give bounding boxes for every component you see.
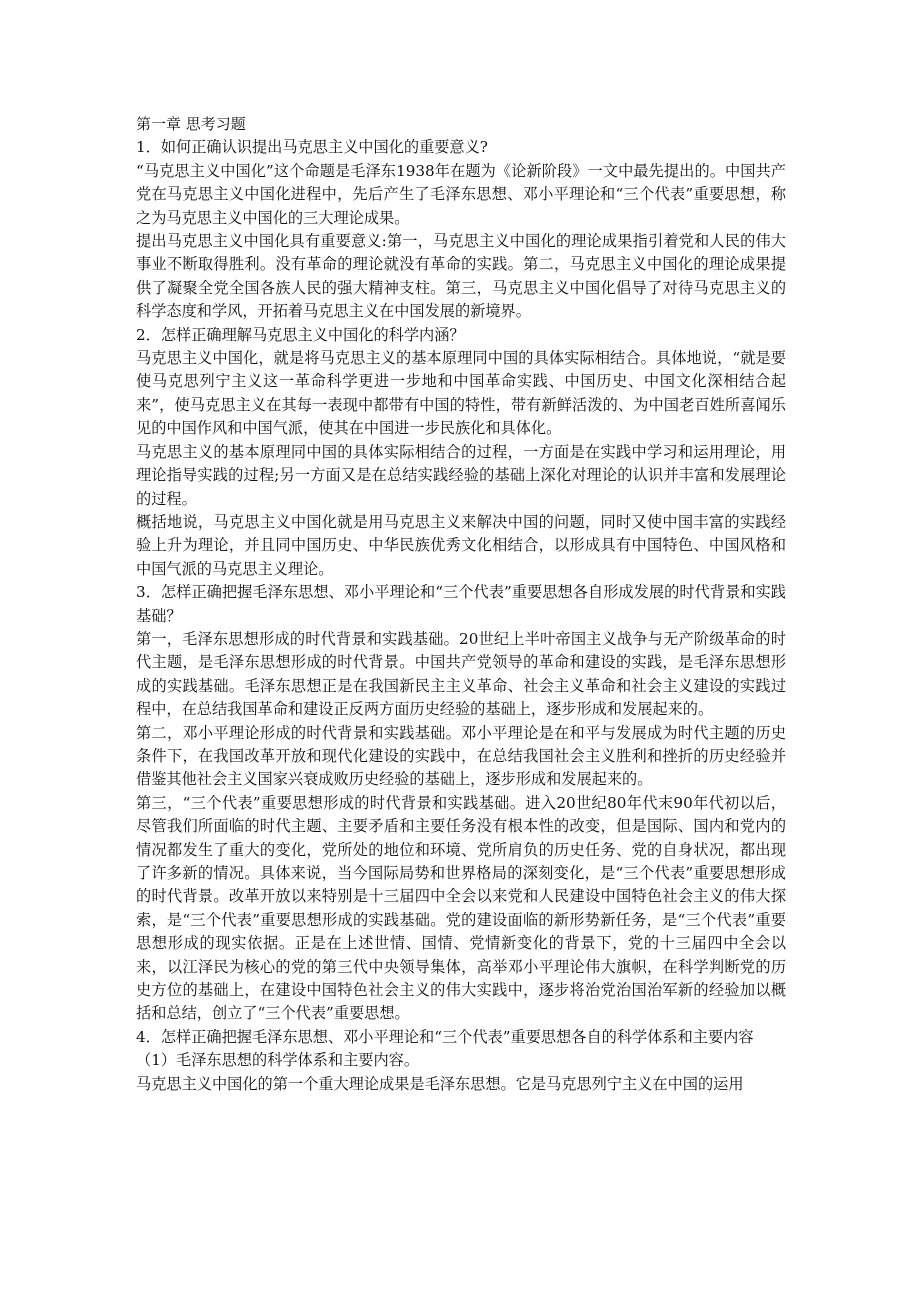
question-2: 2．怎样正确理解马克思主义中国化的科学内涵？ — [136, 325, 465, 344]
paragraph: 第三，“三个代表”重要思想形成的时代背景和实践基础。进入20世纪80年代末90年代初以后，尽管我们所面临的时代主题、主要矛盾和主要任务没有根本性的改变，但是国际、国内和党内的情况都发生了重大的变化，党所处的地位和环境、党所肩负的历史任务、党的自身状况，都出现了许多新的情况。具体来说，当今国际局势和世界格局的深刻变化，是“三个代表”重要思想形成的时代背景。改革开放以来特别是十三届四中全会以来党和人民建设中国特色社会主义的伟大探索，是“三个代表”重要思想形成的实践基础。党的建设面临的新形势新任务，是“三个代表”重要思想形成的现实依据。正是在上述世情、国情、党情新变化的背景下，党的十三届四中全会以来，以江泽民为核心的党的第三代中央领导集体，高举邓小平理论伟大旗帜，在科学判断党的历史方位的基础上，在建设中国特色社会主义的伟大实践中，逐步将治党治国治军新的经验加以概括和总结，创立了“三个代表”重要思想。 — [136, 793, 786, 1023]
paragraph: 概括地说，马克思主义中国化就是用马克思主义来解决中国的问题，同时又使中国丰富的实践经验上升为理论，并且同中国历史、中华民族优秀文化相结合，以形成具有中国特色、中国风格和中国气派的马克思主义理论。 — [136, 512, 786, 578]
paragraph: 马克思主义中国化的第一个重大理论成果是毛泽东思想。它是马克思列宁主义在中国的运用 — [136, 1074, 744, 1093]
chapter-title: 第一章 思考习题 — [136, 115, 246, 133]
paragraph: 第二，邓小平理论形成的时代背景和实践基础。邓小平理论是在和平与发展成为时代主题的历史条件下，在我国改革开放和现代化建设的实践中，在总结我国社会主义胜利和挫折的历史经验并借鉴其他社会主义国家兴衰成败历史经验的基础上，逐步形成和发展起来的。 — [136, 723, 786, 789]
document-body — [136, 113, 786, 1096]
question-4: 4．怎样正确把握毛泽东思想、邓小平理论和“三个代表”重要思想各自的科学体系和主要内容 — [136, 1027, 754, 1046]
paragraph: 马克思主义的基本原理同中国的具体实际相结合的过程，一方面是在实践中学习和运用理论，用理论指导实践的过程;另一方面又是在总结实践经验的基础上深化对理论的认识并丰富和发展理论的过程。 — [136, 442, 786, 508]
paragraph: 提出马克思主义中国化具有重要意义:第一，马克思主义中国化的理论成果指引着党和人民的伟大事业不断取得胜利。没有革命的理论就没有革命的实践。第二，马克思主义中国化的理论成果提供了凝聚全党全国各族人民的强大精神支柱。第三，马克思主义中国化倡导了对待马克思主义的科学态度和学风，开拓着马克思主义在中国发展的新境界。 — [136, 232, 786, 321]
paragraph: “马克思主义中国化”这个命题是毛泽东1938年在题为《论新阶段》一文中最先提出的。中国共产党在马克思主义中国化进程中，先后产生了毛泽东思想、邓小平理论和“三个代表”重要思想，称之为马克思主义中国化的三大理论成果。 — [136, 161, 786, 227]
subheading: （1）毛泽东思想的科学体系和主要内容。 — [136, 1051, 420, 1070]
question-1: 1．如何正确认识提出马克思主义中国化的重要意义? — [136, 138, 488, 157]
paragraph: 第一，毛泽东思想形成的时代背景和实践基础。20世纪上半叶帝国主义战争与无产阶级革命的时代主题，是毛泽东思想形成的时代背景。中国共产党领导的革命和建设的实践，是毛泽东思想形成的实践基础。毛泽东思想正是在我国新民主主义革命、社会主义革命和社会主义建设的实践过程中，在总结我国革命和建设正反两方面历史经验的基础上，逐步形成和发展起来的。 — [136, 629, 786, 719]
paragraph: 马克思主义中国化，就是将马克思主义的基本原理同中国的具体实际相结合。具体地说，“就是要使马克思列宁主义这一革命科学更进一步地和中国革命实践、中国历史、中国文化深相结合起来”，使马克思主义在其每一表现中都带有中国的特性，带有新鲜活泼的、为中国老百姓所喜闻乐见的中国作风和中国气派，使其在中国进一步民族化和具体化。 — [136, 349, 786, 438]
question-3: 3．怎样正确把握毛泽东思想、邓小平理论和“三个代表”重要思想各自形成发展的时代背景和实践基础？ — [136, 583, 786, 625]
